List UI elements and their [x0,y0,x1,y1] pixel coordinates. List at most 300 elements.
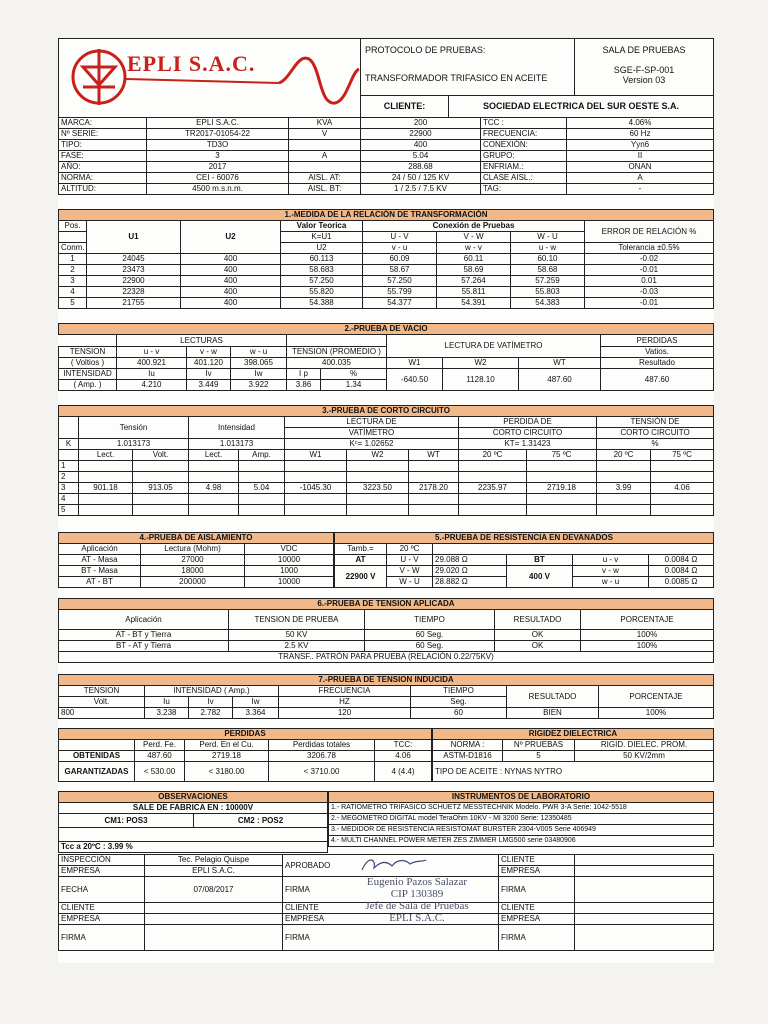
sc-voltage-2: CORTO CIRCUITO [597,428,714,439]
col-application: Aplicación [59,544,141,555]
res-bt-phase-2: v - w [573,566,649,577]
company-name: EPLI S.A.C. [127,51,256,76]
sc-loss-75: 2719.18 [527,483,597,494]
k-formula: K=U1 [281,232,363,243]
kc-value: Kᶜ= 1.02652 [285,439,459,450]
info-param-label: FRECUENCIA: [481,129,567,140]
ratio-row [59,276,714,287]
signature-label-2: FIRMA [499,877,575,903]
ratio-row [59,254,714,265]
dielectric-title: RIGIDEZ DIELECTRICA [433,729,714,740]
ratio-u2: 400 [181,254,281,265]
ratio-vw: 57.264 [437,276,511,287]
applied-application: BT - AT y Tierra [59,641,229,652]
w2-value: 1128.10 [443,369,519,391]
approval-stamp [342,876,492,924]
col-wt: WT [409,450,459,461]
res-bt-phase-1: u - v [573,555,649,566]
info-unit-value: 400 [361,140,481,151]
sc-tcc-20 [597,494,651,505]
applied-percentage: 100% [581,641,714,652]
info-row [59,140,714,151]
company-label-3: EMPRESA [59,914,145,925]
wattmeter-reading-header: LECTURA DE VATÍMETRO [387,335,601,358]
percent-sign: % [597,439,714,450]
info-row [59,118,714,129]
iv-label: Iv [189,697,233,708]
induced-iu-value: 3.238 [145,708,189,719]
info-unit-label: AISL. AT: [289,173,361,184]
iv-label: Iv [187,369,231,380]
company-label-1: EMPRESA [59,866,145,877]
wattmeter-reading-2: VATÍMETRO [285,428,459,439]
info-value: EPLI S.A.C. [147,118,289,129]
sc-tcc-20: 3.99 [597,483,651,494]
tension-label: TENSION [59,347,117,358]
section-4-title: 4.-PRUEBA DE AISLAMIENTO [59,533,334,544]
info-value: TD3O [147,140,289,151]
vw-header: V - W [437,232,511,243]
ratio-u1: 21755 [87,298,181,309]
sc-tcc-20 [597,472,651,483]
info-param-value: 4.06% [567,118,714,129]
client-label-4: CLIENTE [499,903,575,914]
iw-label: Iw [231,369,287,380]
losses-title: PERDIDAS [59,729,432,740]
readings-label: LECTURAS [117,335,287,347]
iu-label: Iu [145,697,189,708]
sc-pos: 4 [59,494,79,505]
factory-voltage: SALE DE FABRICA EN : 10000V [59,803,328,814]
section-winding-resistance [334,532,714,588]
ratio-k-theoretical: 54.388 [281,298,363,309]
sc-intensity-lect: 4.98 [189,483,239,494]
info-label: AÑO: [59,162,147,173]
ratio-u2: 400 [181,265,281,276]
col-loss-20: 20 ºC [459,450,527,461]
sc-wt [409,505,459,516]
ratio-k-theoretical: 55.820 [281,287,363,298]
ratio-wu: 60.10 [511,254,585,265]
ratio-u1: 22328 [87,287,181,298]
result-value: 487.60 [601,369,714,391]
obtained-copper: 2719.18 [185,751,269,762]
at-label: AT [335,555,387,566]
instrument-item: 4.- MULTI CHANNEL POWER METER ZES ZIMMER LMG500 serie 03480906 [329,836,714,847]
company-value-1: EPLI S.A.C. [145,866,283,877]
info-unit-value: 288.68 [361,162,481,173]
section-3-title: 3.-PRUEBA DE CORTO CIRCUITO [59,406,714,417]
client-name: SOCIEDAD ELECTRICA DEL SUR OESTE S.A. [482,101,680,111]
instrument-item: 1.- RATIOMETRO TRIFASICO SCHUETZ MESSTECHNIK Modelo. PWR 3-A Serie: 1042-5518 [329,803,714,814]
wv-subheader: w - v [437,243,511,254]
insulation-reading: 18000 [141,566,245,577]
approver-name: Eugenio Pazos Salazar [366,876,468,888]
info-label: Nº SERIE: [59,129,147,140]
info-unit-label [289,162,361,173]
section-2-title: 2.-PRUEBA DE VACIO [59,324,714,335]
ratio-vw: 54.391 [437,298,511,309]
k-denominator: U2 [281,243,363,254]
client-row [361,95,713,117]
sc-tcc-75 [651,472,714,483]
signature-label-3: FIRMA [59,925,145,951]
sc-w2 [347,505,409,516]
wattmeter-reading-1: LECTURA DE [285,417,459,428]
info-param-label: GRUPO: [481,151,567,162]
sc-tension-volt: 913.05 [133,483,189,494]
col-reading: Lectura (Mohm) [141,544,245,555]
pattern-transformer-note: TRANSF.. PATRÓN PARA PRUEBA (RELACIÓN 0.22/75KV) [59,652,714,663]
instrument-row [329,803,714,814]
sc-w1 [285,505,347,516]
ip-label: I p [287,369,321,380]
col-tcc: TCC: [375,740,432,751]
tension-label: TENSION [59,686,145,697]
ratio-error-header: ERROR DE RELACIÓN % [585,221,714,243]
info-unit-value: 5.04 [361,151,481,162]
instrument-row [329,825,714,836]
info-label: NORMA: [59,173,147,184]
company-label-4: EMPRESA [283,914,499,925]
date-value: 07/08/2017 [145,877,283,903]
wu-header: W - U [511,232,585,243]
induced-iw-value: 3.364 [233,708,279,719]
sc-tension-lect [79,472,133,483]
col-application: Aplicación [59,610,229,630]
ambient-temp-value: 20 ºC [387,544,433,555]
res-bt-value-3: 0.0085 Ω [649,577,714,588]
wt-label: WT [519,358,601,369]
sc-w2 [347,461,409,472]
induced-time-value: 60 [411,708,507,719]
uv-label: u - v [117,347,187,358]
sc-loss-20 [459,472,527,483]
ratio-u1: 23473 [87,265,181,276]
info-value: 3 [147,151,289,162]
test-connection-header: Conexión de Pruebas [363,221,585,232]
standard-value: ASTM-D1816 [433,751,503,762]
sc-w2: 3223.50 [347,483,409,494]
ip-value: 3.86 [287,380,321,391]
induced-iv-value: 2.782 [189,708,233,719]
sc-w1 [285,461,347,472]
document-header [58,38,714,118]
guaranteed-total: < 3710.00 [269,762,375,782]
ratio-wu: 55.803 [511,287,585,298]
info-label: TIPO: [59,140,147,151]
sc-loss-75 [527,472,597,483]
info-row [59,151,714,162]
applied-voltage-row [59,630,714,641]
sc-tcc-20 [597,505,651,516]
sc-loss-20 [459,505,527,516]
insulation-reading: 27000 [141,555,245,566]
sc-intensity-amp: 5.04 [239,483,285,494]
ambient-temp-label: Tamb.= [335,544,387,555]
section-ratio [58,209,714,309]
info-param-label: TAG: [481,184,567,195]
protocol-label: PROTOCOLO DE PRUEBAS: [365,45,486,55]
info-value: 4500 m.s.n.m. [147,184,289,195]
insulation-application: BT - Masa [59,566,141,577]
info-param-label: CLASE AISL.: [481,173,567,184]
version-label: Version 03 [622,75,666,85]
ratio-uv: 60.09 [363,254,437,265]
insulation-application: AT - Masa [59,555,141,566]
ratio-pos: 1 [59,254,87,265]
percentage-label: PORCENTAJE [599,686,714,708]
iu-value: 4.210 [117,380,187,391]
ratio-pos: 3 [59,276,87,287]
col-test-voltage: TENSION DE PRUEBA [229,610,365,630]
res-at-phase-1: U - V [387,555,433,566]
info-label: MARCA: [59,118,147,129]
approved-label: APROBADO [283,855,499,877]
company-label-5: EMPRESA [499,914,575,925]
ratio-error: -0.01 [585,265,714,276]
ratio-k-theoretical: 58.683 [281,265,363,276]
volts-label: ( Voltios ) [59,358,117,369]
guaranteed-iron: < 530.00 [135,762,185,782]
ratio-row [59,298,714,309]
col-amp: Amp. [239,450,285,461]
uw-subheader: u - w [511,243,585,254]
sc-loss-2: CORTO CIRCUITO [459,428,597,439]
ratio-row [59,265,714,276]
ratio-wu: 57.259 [511,276,585,287]
sc-tcc-75 [651,461,714,472]
info-param-value: ONAN [567,162,714,173]
sc-intensity-lect [189,505,239,516]
applied-time: 60 Seg. [365,630,495,641]
client-label-1: CLIENTE [499,855,575,866]
insulation-reading: 200000 [141,577,245,588]
applied-percentage: 100% [581,630,714,641]
applied-result: OK [495,641,581,652]
sc-w1 [285,472,347,483]
approver-cip: CIP 130389 [390,888,444,900]
sc-loss-20 [459,494,527,505]
dielectric-strength [432,728,714,782]
col-tcc-75: 75 ºC [651,450,714,461]
section-induced-voltage [58,674,714,719]
ratio-u1: 24045 [87,254,181,265]
pos-blank [59,232,87,243]
company-label-2: EMPRESA [499,866,575,877]
section-5-title: 5.-PRUEBA DE RESISTENCIA EN DEVANADOS [335,533,714,544]
sc-loss-75 [527,505,597,516]
insulation-application: AT - BT [59,577,141,588]
res-at-value-2: 29.020 Ω [433,566,507,577]
obtained-tcc: 4.06 [375,751,432,762]
w2-label: W2 [443,358,519,369]
handwritten-signature-icon [358,854,428,876]
sc-wt: 2178.20 [409,483,459,494]
col-percentage: PORCENTAJE [581,610,714,630]
inspection-label: INSPECCIÓN [59,855,145,866]
inspector-name: Tec. Pelagio Quispe [145,855,283,866]
col-standard: NORMA : [433,740,503,751]
client-label: CLIENTE: [361,96,449,117]
w1-value: -640.50 [387,369,443,391]
signature-label-1: FIRMA [283,877,499,903]
u2-header: U2 [181,221,281,254]
info-unit-label: A [289,151,361,162]
logo-area [59,39,361,117]
sc-w1: -1045.30 [285,483,347,494]
code-label: SGE-F-SP-001 [613,65,675,75]
col-loss-75: 75 ºC [527,450,597,461]
theoretical-value-header: Valor Teorica [281,221,363,232]
sc-w2 [347,472,409,483]
ratio-uv: 55.799 [363,287,437,298]
info-label: ALTITUD: [59,184,147,195]
sc-intensity-lect [189,494,239,505]
section-insulation [58,532,334,588]
test-protocol-sheet [58,38,714,963]
sc-tension-volt [133,505,189,516]
sc-intensity-amp [239,494,285,505]
tolerance-label: Tolerancia ±0.5% [585,243,714,254]
ratio-u2: 400 [181,287,281,298]
sc-tcc-75: 4.06 [651,483,714,494]
observations-title: OBSERVACIONES [59,792,328,803]
info-row [59,173,714,184]
watts-label: Vatios. [601,347,714,358]
sc-loss-20 [459,461,527,472]
result-label: RESULTADO [507,686,599,708]
avg-tension-value: 400.035 [287,358,387,369]
info-value: CEI - 60076 [147,173,289,184]
res-at-phase-2: V - W [387,566,433,577]
wu-label: w - u [231,347,287,358]
section-6-title: 6.-PRUEBA DE TENSION APLICADA [59,599,714,610]
lab-instruments [328,791,714,847]
induced-result-value: BIEN [507,708,599,719]
res-at-value-1: 29.088 Ω [433,555,507,566]
result-label: Resultado [601,358,714,369]
sc-intensity-amp [239,505,285,516]
sc-pos: 3 [59,483,79,494]
applied-test-voltage: 50 KV [229,630,365,641]
date-label: FECHA [59,877,145,903]
info-param-label: ENFRIAM.: [481,162,567,173]
transformer-type: TRANSFORMADOR TRIFASICO EN ACEITE [365,73,548,83]
info-label: FASE: [59,151,147,162]
col-copper-loss: Perd. En el Cu. [185,740,269,751]
protocol-title [361,39,575,95]
client-label-2: CLIENTE [59,903,145,914]
sc-loss-20: 2235.97 [459,483,527,494]
obtained-total: 3206.78 [269,751,375,762]
ratio-k-theoretical: 60.113 [281,254,363,265]
short-circuit-row [59,472,714,483]
document-code [575,39,713,95]
tcc-20-note: Tcc a 20ºC : 3.99 % [59,842,328,853]
col-avg-strength: RIGID. DIELEC. PROM. [575,740,714,751]
observations [58,791,328,853]
sc-intensity-lect [189,472,239,483]
room-label: SALA DE PRUEBAS [602,45,686,55]
sc-intensity-amp [239,472,285,483]
ratio-error: 0.01 [585,276,714,287]
ratio-pos: 4 [59,287,87,298]
intensity-label: INTENSIDAD ( Amp.) [145,686,279,697]
intensity-label: INTENSIDAD [59,369,117,380]
section-7-title: 7.-PRUEBA DE TENSION INDUCIDA [59,675,714,686]
short-circuit-row [59,483,714,494]
signature-label-4: FIRMA [283,925,499,951]
frequency-label: FRECUENCIA [279,686,411,697]
section-no-load [58,323,714,391]
sc-tension-volt [133,461,189,472]
info-param-value: Yyn6 [567,140,714,151]
hz-label: HZ [279,697,411,708]
sc-tension-volt [133,494,189,505]
info-unit-label: AISL. BT: [289,184,361,195]
res-bt-phase-3: w - u [573,577,649,588]
sc-tension-volt [133,472,189,483]
insulation-row [59,577,334,588]
info-unit-label: V [289,129,361,140]
vw-label: v - w [187,347,231,358]
sc-tcc-75 [651,505,714,516]
res-bt-value-2: 0.0084 Ω [649,566,714,577]
instrument-item: 3.- MEDIDOR DE RESISTENCIA RESISTOMAT BURSTER 2304-V005 Serie 406949 [329,825,714,836]
short-circuit-row [59,494,714,505]
intensity-label: Intensidad [189,417,285,439]
iw-value: 3.922 [231,380,287,391]
at-voltage: 22900 V [335,566,387,588]
losses-label: PERDIDAS [601,335,714,347]
k-intensity-value: 1.013173 [189,439,285,450]
col-lect-1: Lect. [79,450,133,461]
vu-subheader: v - u [363,243,437,254]
ratio-u2: 400 [181,298,281,309]
sc-pos: 5 [59,505,79,516]
ratio-uv: 54.377 [363,298,437,309]
tension-vw-value: 401.120 [187,358,231,369]
res-bt-value-1: 0.0084 Ω [649,555,714,566]
instrument-row [329,836,714,847]
obtained-label: OBTENIDAS [59,751,135,762]
avg-strength-value: 50 KV/2mm [575,751,714,762]
sc-tcc-75 [651,494,714,505]
sc-wt [409,461,459,472]
section-applied-voltage [58,598,714,663]
sc-loss-75 [527,461,597,472]
col-time: TIEMPO [365,610,495,630]
sc-tension-lect [79,461,133,472]
sc-tension-lect [79,494,133,505]
instruments-title: INSTRUMENTOS DE LABORATORIO [329,792,714,803]
ratio-vw: 58.69 [437,265,511,276]
info-param-label: TCC : [481,118,567,129]
signature-label-5: FIRMA [499,925,575,951]
iv-value: 3.449 [187,380,231,391]
ratio-pos: 5 [59,298,87,309]
sc-pos: 1 [59,461,79,472]
applied-time: 60 Seg. [365,641,495,652]
conm-label: Conm. [59,243,87,254]
bt-label: BT [507,555,573,566]
uv-header: U - V [363,232,437,243]
ratio-error: -0.01 [585,298,714,309]
col-result: RESULTADO [495,610,581,630]
amps-label: ( Amp. ) [59,380,117,391]
ratio-u2: 400 [181,276,281,287]
